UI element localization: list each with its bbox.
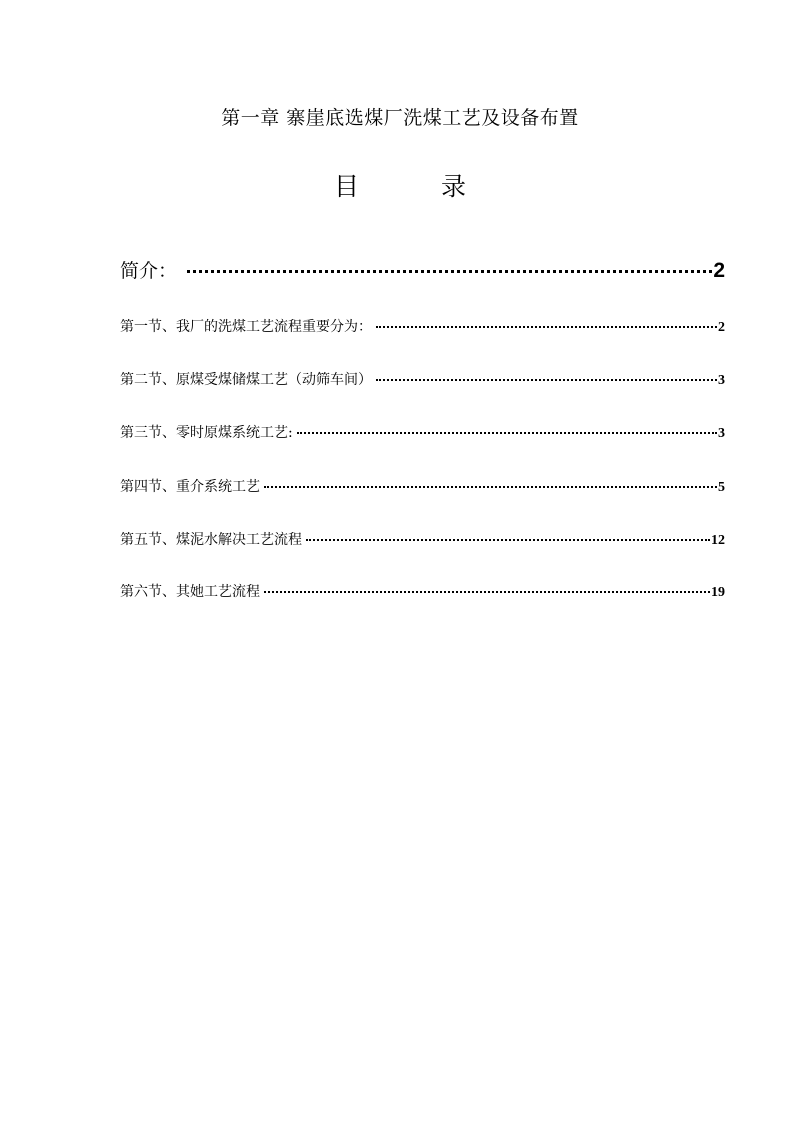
chapter-title: 第一章 寨崖底选煤厂洗煤工艺及设备布置 [221,107,579,129]
dot-leader [264,486,717,488]
toc-entry-page: 3 [718,373,725,388]
toc-entry-section-3[interactable] [120,422,725,445]
toc-entry-label: 第六节、其她工艺流程 [120,584,260,600]
dot-leader [187,270,712,273]
toc-entry-label: 第一节、我厂的洗煤工艺流程重要分为： [120,319,372,335]
toc-entry-label: 简介： [120,260,178,282]
toc-heading [0,170,800,204]
toc-entry-section-5[interactable] [120,529,725,552]
dot-leader [306,539,710,541]
toc-entry-page: 19 [711,585,725,600]
toc-entry-label: 第三节、零时原煤系统工艺: [120,425,293,441]
toc-heading-right: 录 [441,172,467,201]
toc-entry-page: 3 [718,426,725,441]
dot-leader [264,591,710,593]
dot-leader [376,326,717,328]
toc-entry-page: 5 [718,480,725,495]
toc-entry-label: 第四节、重介系统工艺 [120,479,260,495]
toc-entry-page: 12 [711,533,725,548]
dot-leader [297,432,717,434]
toc-entry-label: 第五节、煤泥水解决工艺流程 [120,532,302,548]
dot-leader [376,379,717,381]
toc-heading-left: 目 [333,172,359,201]
toc-entry-section-2[interactable] [120,369,725,392]
toc-entry-page: 2 [713,259,725,282]
toc-entry-intro[interactable] [120,257,725,285]
toc-entry-page: 2 [718,320,725,335]
toc-entry-section-4[interactable] [120,476,725,499]
toc-entry-section-6[interactable] [120,581,725,604]
toc-entry-label: 第二节、原煤受煤储煤工艺（动筛车间） [120,372,372,388]
toc-entry-section-1[interactable] [120,316,725,339]
